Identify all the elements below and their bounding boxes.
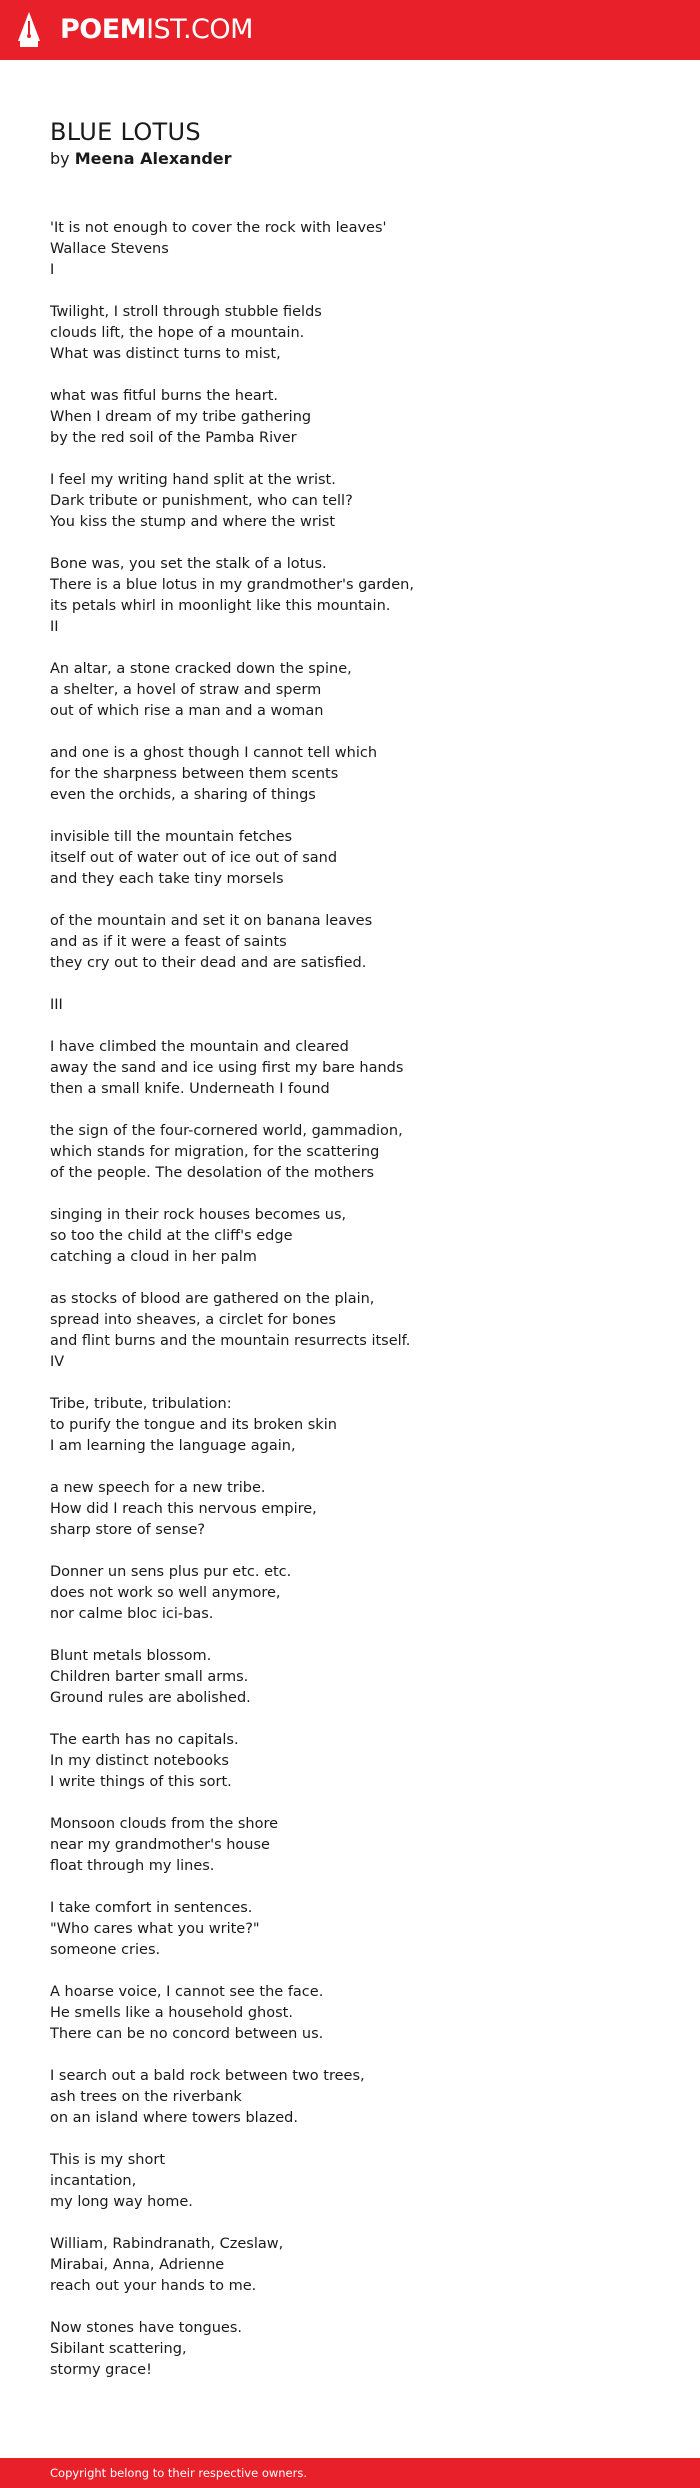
poem-line: IV <box>50 1354 65 1370</box>
poem-line: What was distinct turns to mist, <box>50 346 281 362</box>
poem-line: 'It is not enough to cover the rock with leaves' <box>50 220 387 236</box>
poem-line: Monsoon clouds from the shore <box>50 1816 279 1832</box>
poem-line: nor calme bloc ici-bas. <box>50 1606 214 1622</box>
poem-line: ash trees on the riverbank <box>50 2089 242 2105</box>
stanza-break <box>50 1100 670 1121</box>
poem-line: they cry out to their dead and are satisfied. <box>50 955 367 971</box>
stanza-break <box>50 1793 670 1814</box>
stanza-break <box>50 1625 670 1646</box>
poem-line: and they each take tiny morsels <box>50 871 284 887</box>
poem-line: A hoarse voice, I cannot see the face. <box>50 1984 324 2000</box>
poem-line: This is my short <box>50 2152 166 2168</box>
poem-line: Donner un sens plus pur etc. etc. <box>50 1564 292 1580</box>
poem-line: incantation, <box>50 2173 137 2189</box>
stanza-break <box>50 806 670 827</box>
poem-line: William, Rabindranath, Czeslaw, <box>50 2236 284 2252</box>
poem-line: How did I reach this nervous empire, <box>50 1501 317 1517</box>
poem-line: then a small knife. Underneath I found <box>50 1081 330 1097</box>
stanza-break <box>50 2129 670 2150</box>
poem-line: as stocks of blood are gathered on the plain, <box>50 1291 375 1307</box>
poem-line: singing in their rock houses becomes us, <box>50 1207 347 1223</box>
stanza-break <box>50 2213 670 2234</box>
poem-line: someone cries. <box>50 1942 161 1958</box>
poem-line: spread into sheaves, a circlet for bones <box>50 1312 336 1328</box>
poem-line: stormy grace! <box>50 2362 152 2378</box>
poem-line: Twilight, I stroll through stubble fields <box>50 304 322 320</box>
poem-line: by the red soil of the Pamba River <box>50 430 297 446</box>
poem-line: so too the child at the cliff's edge <box>50 1228 293 1244</box>
poem-line: float through my lines. <box>50 1858 215 1874</box>
stanza-break <box>50 890 670 911</box>
poem-line: Blunt metals blossom. <box>50 1648 212 1664</box>
poem-line: I am learning the language again, <box>50 1438 296 1454</box>
poem-line: Ground rules are abolished. <box>50 1690 251 1706</box>
poem-line: There can be no concord between us. <box>50 2026 324 2042</box>
by-label: by <box>50 149 70 168</box>
poem-line: of the people. The desolation of the mothers <box>50 1165 375 1181</box>
poem-line: He smells like a household ghost. <box>50 2005 293 2021</box>
site-logo[interactable] <box>60 14 253 46</box>
stanza-break <box>50 722 670 743</box>
stanza-break <box>50 1541 670 1562</box>
poem-line: catching a cloud in her palm <box>50 1249 257 1265</box>
poem-line: An altar, a stone cracked down the spine, <box>50 661 352 677</box>
poem-line: reach out your hands to me. <box>50 2278 257 2294</box>
copyright-notice: Copyright belong to their respective owners. <box>50 2466 308 2480</box>
poem-line: Wallace Stevens <box>50 241 169 257</box>
poem-line: The earth has no capitals. <box>50 1732 239 1748</box>
stanza-break <box>50 1373 670 1394</box>
poem-line: does not work so well anymore, <box>50 1585 281 1601</box>
poem-line: and one is a ghost though I cannot tell which <box>50 745 378 761</box>
poem-line: and flint burns and the mountain resurrects itself. <box>50 1333 411 1349</box>
poem-line: Bone was, you set the stalk of a lotus. <box>50 556 327 572</box>
poem-line: In my distinct notebooks <box>50 1753 229 1769</box>
poem-title: BLUE LOTUS <box>50 118 201 146</box>
poem-line: to purify the tongue and its broken skin <box>50 1417 337 1433</box>
stanza-break <box>50 1268 670 1289</box>
poem-line: I search out a bald rock between two trees, <box>50 2068 365 2084</box>
poem-line: a new speech for a new tribe. <box>50 1480 266 1496</box>
poem-line: Sibilant scattering, <box>50 2341 187 2357</box>
poem-line: a shelter, a hovel of straw and sperm <box>50 682 322 698</box>
poem-line: invisible till the mountain fetches <box>50 829 293 845</box>
poem-line: Dark tribute or punishment, who can tell? <box>50 493 353 509</box>
poem-line: Tribe, tribute, tribulation: <box>50 1396 232 1412</box>
poem-line: away the sand and ice using first my bare hands <box>50 1060 404 1076</box>
stanza-break <box>50 1016 670 1037</box>
poem-line: clouds lift, the hope of a mountain. <box>50 325 305 341</box>
poem-line: III <box>50 997 63 1013</box>
poem-line: on an island where towers blazed. <box>50 2110 298 2126</box>
site-footer <box>0 2458 700 2488</box>
poem-line: my long way home. <box>50 2194 193 2210</box>
poem-line: sharp store of sense? <box>50 1522 206 1538</box>
poem-line: the sign of the four-cornered world, gammadion, <box>50 1123 403 1139</box>
poem-line: which stands for migration, for the scattering <box>50 1144 380 1160</box>
poem-line: I feel my writing hand split at the wrist. <box>50 472 336 488</box>
poem-line: out of which rise a man and a woman <box>50 703 324 719</box>
stanza-break <box>50 2297 670 2318</box>
stanza-break <box>50 974 670 995</box>
stanza-break <box>50 281 670 302</box>
stanza-break <box>50 365 670 386</box>
poem-line: "Who cares what you write?" <box>50 1921 260 1937</box>
poem-line: There is a blue lotus in my grandmother's garden, <box>50 577 414 593</box>
poem-line: and as if it were a feast of saints <box>50 934 287 950</box>
stanza-break <box>50 1184 670 1205</box>
poem-line: I <box>50 262 55 278</box>
poem-line: I have climbed the mountain and cleared <box>50 1039 349 1055</box>
stanza-break <box>50 1961 670 1982</box>
poem-line: I take comfort in sentences. <box>50 1900 253 1916</box>
poem-line: its petals whirl in moonlight like this mountain. <box>50 598 391 614</box>
stanza-break <box>50 449 670 470</box>
poem-line: itself out of water out of ice out of sand <box>50 850 338 866</box>
stanza-break <box>50 1709 670 1730</box>
poem-line: II <box>50 619 59 635</box>
logo-light-text: IST.COM <box>146 14 253 45</box>
poem-line: I write things of this sort. <box>50 1774 232 1790</box>
poem-line: Mirabai, Anna, Adrienne <box>50 2257 225 2273</box>
author-name[interactable]: Meena Alexander <box>74 149 232 168</box>
stanza-break <box>50 533 670 554</box>
poem-line: Now stones have tongues. <box>50 2320 242 2336</box>
poem-line: for the sharpness between them scents <box>50 766 339 782</box>
stanza-break <box>50 638 670 659</box>
poem-line: When I dream of my tribe gathering <box>50 409 312 425</box>
poem-line: Children barter small arms. <box>50 1669 249 1685</box>
stanza-break <box>50 1457 670 1478</box>
poem-line: You kiss the stump and where the wrist <box>50 514 336 530</box>
poem-line: of the mountain and set it on banana leaves <box>50 913 373 929</box>
logo-bold-text: POEM <box>60 14 147 45</box>
pen-nib-icon[interactable] <box>16 11 42 49</box>
site-header <box>0 0 700 60</box>
poem-line: near my grandmother's house <box>50 1837 270 1853</box>
stanza-break <box>50 1877 670 1898</box>
stanza-break <box>50 2045 670 2066</box>
poem-body <box>50 218 670 2381</box>
poem-line: what was fitful burns the heart. <box>50 388 278 404</box>
byline <box>50 148 232 170</box>
poem-line: even the orchids, a sharing of things <box>50 787 316 803</box>
